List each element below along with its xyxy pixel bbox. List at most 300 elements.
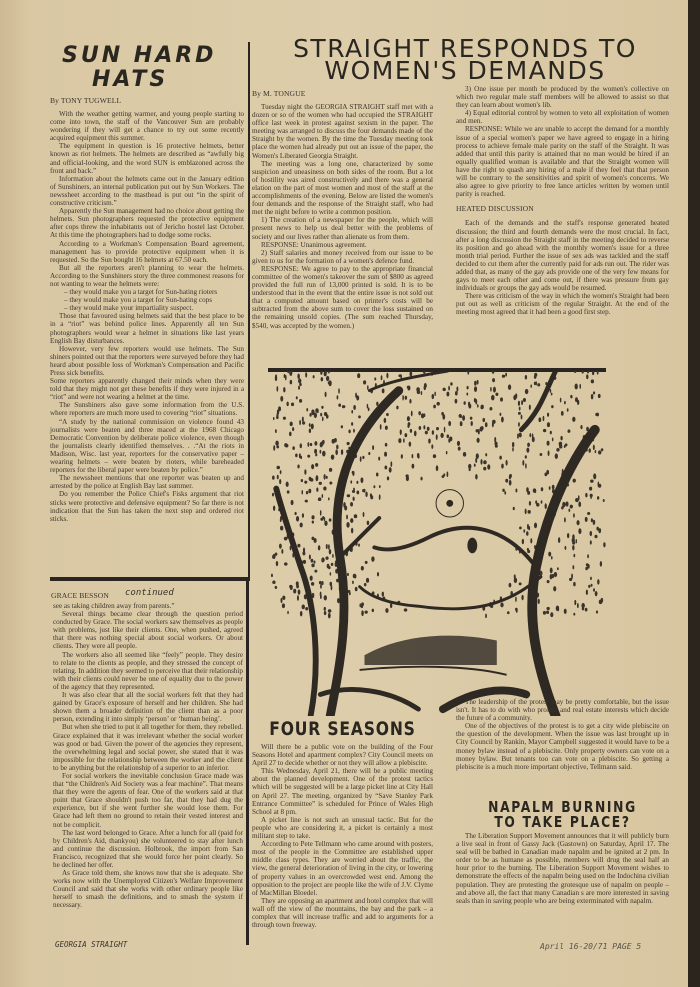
leaf-mark [316, 488, 318, 492]
leaf-mark [491, 395, 495, 400]
paragraph: But all the reporters aren't planning to wear the helmets. According to the Sunshiners story the three commonest reasons for not wanting to wear the helmets were: [50, 263, 244, 288]
leaf-mark [505, 479, 508, 483]
paragraph: The leadership of the protest may be pretty comfortable, but the issue isn't. It has to do with who profits, and real estate interests which decide the future of a community. [456, 698, 669, 723]
leaf-mark [337, 598, 340, 603]
leaf-mark [408, 422, 411, 426]
leaf-mark [284, 562, 288, 565]
leaf-mark [287, 611, 289, 614]
leaf-mark [550, 612, 553, 617]
leaf-mark [324, 595, 327, 600]
leaf-mark [302, 513, 304, 518]
leaf-mark [338, 404, 341, 407]
paragraph: Several things became clear through the question period conducted by Grace. The social workers saw themselves as people with problems, just like their clients. One, when pushed, agreed that there was nothing special about social workers. Or about clients. They were all people. [53, 610, 243, 651]
leaf-mark [573, 613, 575, 616]
leaf-mark [282, 596, 285, 600]
leaf-mark [330, 572, 332, 576]
leaf-mark [384, 418, 387, 423]
sun-headline-line1: SUN HARD [62, 43, 217, 68]
leaf-mark [537, 383, 540, 386]
straight-col2-text [456, 85, 669, 198]
napalm-body [456, 832, 669, 905]
leaf-mark [367, 521, 370, 525]
leaf-mark [553, 586, 556, 591]
leaf-mark [273, 505, 275, 510]
leaf-mark [372, 609, 374, 613]
leaf-mark [334, 438, 337, 443]
leaf-mark [446, 392, 449, 397]
leaf-mark [385, 608, 388, 613]
straight-byline: By M. TONGUE [252, 89, 306, 98]
leaf-mark [296, 516, 299, 522]
napalm-headline-line1: NAPALM BURNING [488, 798, 637, 816]
leaf-mark [306, 491, 308, 495]
leaf-mark [310, 575, 313, 580]
leaf-mark [592, 371, 594, 375]
leaf-mark [521, 400, 523, 405]
paragraph: This Wednesday, April 21, there will be a public meeting about the planned development. One of the protest tactics which will be suggested will be a large picket line at City Hall on April 27. The meeting, organized by “Save Stanley Park Entrance Committee” is scheduled for Prince of Wales High School at 8 pm. [252, 767, 433, 816]
leaf-mark [587, 512, 590, 515]
trees-illustration [268, 371, 608, 716]
paragraph: There was criticism of the way in which the women's Straight had been put out as well as criticism of the regular Straight. At the end of the meeting most agreed that it had been a good first step. [456, 292, 669, 317]
leaf-mark [328, 371, 330, 374]
leaf-mark [301, 490, 303, 495]
leaf-mark [279, 479, 281, 484]
leaf-mark [538, 599, 540, 604]
leaf-mark [295, 454, 298, 458]
leaf-mark [276, 466, 280, 470]
paragraph: RESPONSE: Unanimous agreement. [261, 240, 367, 249]
leaf-mark [277, 409, 279, 414]
leaf-mark [586, 374, 588, 379]
leaf-mark [506, 460, 508, 466]
leaf-mark [347, 442, 350, 445]
leaf-mark [372, 445, 374, 450]
leaf-mark [552, 437, 554, 441]
leaf-mark [342, 405, 346, 408]
leaf-mark [379, 494, 381, 500]
leaf-mark [570, 395, 572, 399]
leaf-mark [423, 371, 426, 373]
leaf-mark [417, 453, 420, 458]
leaf-mark [302, 551, 305, 555]
leaf-mark [283, 387, 285, 392]
paragraph: The newssheet mentions that one reporter was beaten up and arrested by the police at English Bay last summer. [50, 474, 244, 491]
leaf-mark [522, 460, 524, 465]
leaf-mark [351, 410, 353, 414]
leaf-mark [328, 381, 331, 384]
leaf-mark [431, 444, 433, 449]
leaf-mark [347, 494, 351, 497]
leaf-mark [292, 446, 295, 450]
leaf-mark [597, 496, 599, 500]
paragraph: However, very few reporters would use helmets. The Sun shiners pointed out that the reporters were surveyed before they had heard about possible loss of Workman's Compensation and Pacific Press sick benefits. [50, 344, 244, 377]
leaf-mark [500, 603, 503, 608]
paragraph: – they would make you a target for Sun-hating rioters [64, 288, 218, 297]
leaf-mark [585, 493, 587, 498]
paragraph: Information about the helmets came out in the January edition of Sunshiners, an internal publication put out by Sun Workers. The newssheet according to the masthead is put out “in the spirit of constructive criticism.” [50, 174, 244, 208]
leaf-mark [343, 502, 346, 508]
leaf-mark [377, 572, 379, 576]
leaf-mark [337, 395, 339, 399]
leaf-mark [424, 383, 427, 388]
leaf-mark [525, 389, 529, 394]
leaf-mark [364, 610, 367, 613]
leaf-mark [505, 373, 507, 377]
leaf-mark [382, 592, 384, 597]
leaf-mark [521, 415, 523, 420]
leaf-mark [316, 476, 318, 481]
leaf-mark [433, 405, 436, 409]
paragraph: Apparently the Sun management had no choice about getting the helmets. Sun photographers requested the protective equipment after cops threw the inhabitants out of Jericho hostel last October. At this time the photographers had to dodge some rocks. [50, 207, 245, 240]
leaf-mark [490, 387, 492, 392]
leaf-mark [474, 386, 477, 392]
leaf-mark [475, 474, 478, 479]
leaf-mark [529, 433, 531, 437]
leaf-mark [567, 533, 569, 538]
leaf-mark [596, 610, 598, 613]
straight-col2b-text [456, 219, 669, 316]
leaf-mark [335, 449, 338, 455]
grace-footer: GEORGIA STRAIGHT [55, 940, 128, 949]
leaf-mark [575, 384, 578, 390]
leaf-mark [367, 385, 369, 390]
leaf-mark [320, 584, 322, 589]
leaf-mark [590, 540, 592, 544]
leaf-mark [574, 600, 576, 605]
leaf-mark [546, 470, 549, 475]
paragraph: With the weather getting warmer, and young people starting to come into town, the staff of the Vancouver Sun are probably wondering if they will get a chance to try out some recently acquired equipment this summer. [50, 110, 244, 143]
leaf-mark [526, 487, 529, 492]
leaf-mark [323, 486, 326, 490]
paragraph: The last word belonged to Grace. After a lunch for all (paid for by Children's Aid, thankyou) she volunteered to stay after lunch and continue the discussion. Holbrook, the import from San Francisco, recognized that she would force her point clearly. So he declined her offer. [53, 828, 243, 869]
paragraph: “A study by the national commission on violence found 43 journalists were beaten and three maced at the 1968 Chicago Democratic Convention by deliberate police violence, even though the journalists clearly identified themselves. . .“At the riots in Madison, Wisc. last year, reporters for the conservative paper – wearing helmets – were beaten by rioters, while bareheaded reporters for the liberal paper were beaten by police.” [50, 417, 244, 475]
leaf-mark [309, 413, 311, 417]
leaf-mark [366, 578, 369, 583]
leaf-mark [476, 429, 479, 432]
leaf-mark [522, 539, 524, 544]
leaf-mark [467, 386, 469, 390]
leaf-mark [502, 489, 505, 492]
leaf-mark [287, 371, 289, 373]
leaf-mark [297, 465, 299, 469]
paragraph: 1) The creation of a newspaper for the people, which will present news to help us deal better with the problems of society and our lives rather than alienate us from them. [252, 216, 433, 241]
leaf-mark [502, 375, 505, 378]
leaf-mark [518, 422, 520, 427]
leaf-mark [291, 500, 294, 505]
leaf-mark [474, 381, 477, 386]
leaf-mark [400, 429, 402, 435]
leaf-mark [350, 502, 353, 507]
leaf-mark [328, 497, 330, 500]
leaf-mark [447, 472, 449, 477]
leaf-mark [361, 602, 364, 606]
leaf-mark [462, 415, 465, 421]
leaf-mark [423, 425, 425, 429]
leaf-mark [501, 464, 504, 469]
leaf-mark [341, 449, 343, 455]
leaf-mark [357, 373, 360, 378]
leaf-mark [433, 454, 436, 458]
leaf-mark [554, 572, 558, 577]
leaf-mark [320, 371, 322, 375]
leaf-mark [329, 518, 332, 521]
leaf-mark [420, 477, 422, 481]
leaf-mark [589, 487, 592, 491]
leaf-mark [402, 395, 404, 401]
leaf-mark [280, 396, 283, 402]
paragraph: For social workers the inevitable conclusion Grace made was that “the Children's Aid Society was a fear machine”. That means that they were the agents of fear. One of the workers said at that point that Grace shouldn't push too far, that they had dug the experience, but if she went further she would lose them. For Grace had left them no ground to retain their vested interest and not be complicit. [53, 771, 243, 829]
leaf-mark [547, 441, 550, 446]
leaf-mark [558, 537, 560, 543]
leaf-mark [379, 485, 381, 488]
leaf-mark [515, 608, 518, 611]
leaf-mark [556, 448, 559, 452]
leaf-mark [525, 375, 527, 380]
leaf-mark [314, 570, 317, 573]
paragraph: Tuesday night the GEORGIA STRAIGHT staff met with a dozen or so of the women who had occupied the STRAIGHT office last week in protest against sexism in the paper. The meeting was arranged to discuss the four demands made of the Straight by the women. By the time the Tuesday meeting took place the women had already put out an issue of the paper, the Women's Liberated Georgia Straight. [252, 103, 433, 160]
leaf-mark [381, 375, 383, 380]
leaf-mark [418, 411, 421, 415]
leaf-mark [300, 611, 303, 616]
leaf-mark [378, 457, 380, 461]
leaf-mark [309, 429, 311, 434]
leaf-mark [305, 500, 308, 503]
leaf-mark [321, 406, 323, 409]
leaf-mark [434, 392, 436, 396]
leaf-mark [302, 604, 305, 609]
leaf-mark [385, 426, 388, 430]
leaf-mark [485, 453, 487, 456]
leaf-mark [421, 391, 423, 395]
leaf-mark [348, 430, 350, 434]
leaf-mark [318, 545, 321, 550]
leaf-mark [436, 434, 438, 440]
leaf-mark [455, 399, 458, 404]
heated-discussion-subhead: HEATED DISCUSSION [456, 204, 534, 214]
leaf-mark [500, 397, 503, 401]
leaf-mark [310, 443, 313, 446]
leaf-mark [545, 503, 547, 509]
straight-article-col2 [456, 85, 669, 317]
paragraph: RESPONSE: While we are unable to accept the demand for a monthly issue of a special women's paper we have agreed to engage in a hiring process to achieve female male parity on the staff of the Straight. It was added that until this parity is attained that no man would be hired if an equally qualified woman is available and that the Straight women will have the right to quash any hiring of a male if they feel that that person will be contrary to the sensitivities and spirit of women's concerns. We also agree to give priority to free lance articles written by women until parity is reached. [456, 125, 669, 199]
leaf-mark [367, 404, 369, 409]
leaf-mark [446, 451, 448, 455]
leaf-mark [305, 607, 308, 611]
leaf-mark [551, 556, 553, 560]
leaf-mark [280, 470, 282, 474]
leaf-mark [371, 556, 374, 561]
leaf-mark [475, 399, 477, 405]
leaf-mark [543, 429, 546, 432]
leaf-mark [555, 453, 558, 458]
leaf-mark [368, 407, 370, 411]
leaf-mark [578, 528, 581, 534]
leaf-mark [328, 613, 331, 619]
column-rule [248, 42, 250, 578]
sun-byline: By TONY TUGWELL [50, 96, 122, 105]
leaf-mark [282, 603, 285, 608]
leaf-mark [436, 427, 439, 430]
leaf-mark [421, 413, 424, 418]
leaf-mark [324, 412, 327, 416]
leaf-mark [396, 406, 398, 410]
leaf-mark [578, 501, 581, 507]
leaf-mark [463, 452, 466, 457]
leaf-mark [603, 542, 605, 547]
leaf-mark [276, 445, 279, 448]
leaf-mark [319, 482, 322, 485]
leaf-mark [272, 493, 274, 497]
leaf-mark [297, 544, 300, 548]
leaf-mark [534, 373, 537, 377]
paragraph: Do you remember the Police Chief's Fisks argument that riot sticks were protective and defensive equipment? So far there is not indication that the Sun has taken the next step and ordered riot sticks. [50, 490, 244, 523]
leaf-mark [528, 526, 530, 530]
leaf-mark [475, 458, 477, 463]
leaf-mark [304, 469, 306, 474]
leaf-mark [302, 417, 304, 422]
leaf-mark [512, 442, 514, 447]
leaf-mark [325, 392, 327, 397]
leaf-mark [300, 523, 303, 528]
leaf-mark [324, 517, 326, 522]
leaf-mark [311, 537, 314, 541]
leaf-mark [517, 433, 519, 438]
leaf-mark [538, 417, 541, 422]
leaf-mark [410, 429, 412, 433]
leaf-mark [386, 373, 388, 378]
leaf-mark [405, 396, 408, 400]
leaf-mark [589, 448, 591, 452]
leaf-mark [593, 391, 595, 394]
leaf-mark [284, 537, 288, 541]
leaf-mark [304, 481, 307, 484]
leaf-mark [543, 416, 545, 421]
leaf-mark [407, 416, 410, 421]
leaf-mark [548, 450, 550, 456]
leaf-mark [338, 388, 340, 393]
leaf-mark [275, 586, 278, 589]
leaf-mark [585, 608, 588, 612]
paragraph: Each of the demands and the staff's response generated heated discussion; the third and fourth demands were the most crucial. In fact, after a long discussion the Straight staff in the meeting decided to reverse its position and go ahead with the monthly women's issue for a three month trial period. Further the issue of sex ads was tackled and the staff decided to cut them after the currently paid for ads run out. The rider was added that, as many of the gay ads provide one of the very few means for gays to meet each other and come out, if there was pressure from gay individuals or groups the gay ads would be resumed. [456, 219, 669, 293]
leaf-mark [428, 438, 431, 443]
leaf-mark [594, 535, 597, 539]
leaf-mark [352, 581, 354, 584]
leaf-mark [534, 523, 537, 529]
leaf-mark [315, 463, 318, 467]
paragraph: 3) One issue per month be produced by the women's collective on which two regular male staff members will be allowed to assist so that they can learn about women's lib. [456, 85, 669, 110]
leaf-mark [382, 388, 385, 393]
leaf-mark [352, 490, 355, 493]
leaf-mark [322, 440, 324, 444]
leaf-mark [406, 476, 409, 481]
leaf-mark [299, 399, 302, 403]
leaf-mark [444, 427, 446, 433]
leaf-mark [350, 518, 353, 523]
leaf-mark [301, 479, 303, 482]
leaf-mark [302, 421, 305, 424]
leaf-mark [325, 556, 328, 560]
leaf-mark [567, 408, 569, 412]
leaf-mark [499, 456, 502, 460]
leaf-mark [530, 538, 532, 543]
leaf-mark [320, 510, 322, 515]
sun-flower-icon [436, 490, 463, 517]
leaf-mark [562, 502, 565, 508]
leaf-mark [370, 493, 372, 497]
leaf-mark [492, 371, 495, 374]
leaf-mark [313, 375, 315, 378]
straight-article-col1 [252, 103, 433, 330]
leaf-mark [425, 431, 428, 435]
leaf-mark [407, 386, 411, 389]
leaf-mark [487, 464, 490, 469]
leaf-mark [581, 371, 583, 374]
leaf-mark [443, 473, 445, 476]
leaf-mark [318, 497, 322, 501]
leaf-mark [527, 443, 530, 447]
leaf-mark [403, 438, 405, 442]
leaf-mark [362, 456, 364, 459]
leaf-mark [550, 389, 552, 393]
leaf-mark [322, 494, 324, 498]
leaf-mark [311, 563, 314, 567]
paragraph: The Sunshiners also gave some information from the U.S. where reporters are much more used to covering “riot” situations. [50, 401, 244, 418]
leaf-mark [322, 417, 324, 422]
leaf-mark [593, 473, 596, 479]
leaf-mark [311, 464, 314, 469]
leaf-mark [467, 371, 469, 375]
leaf-mark [275, 376, 277, 381]
leaf-mark [390, 461, 392, 466]
leaf-mark [560, 398, 562, 403]
leaf-mark [320, 442, 323, 447]
leaf-mark [298, 589, 301, 594]
leaf-mark [287, 490, 290, 493]
leaf-mark [529, 405, 531, 410]
leaf-mark [480, 459, 482, 465]
leaf-mark [492, 378, 495, 382]
leaf-mark [320, 413, 322, 417]
leaf-mark [290, 422, 293, 427]
leaf-mark [273, 445, 275, 450]
leaf-mark [275, 553, 278, 556]
leaf-mark [350, 480, 352, 483]
leaf-mark [271, 574, 273, 578]
straight-headline-line2: WOMEN'S DEMANDS [324, 56, 606, 85]
leaf-mark [286, 402, 288, 407]
leaf-mark [541, 487, 544, 491]
page-edge [688, 0, 700, 987]
leaf-mark [273, 417, 275, 420]
paragraph: Those that favoured using helmets said that the best place to be in a “riot” was behind police lines. Apparently all ten Sun photographers would wear a helmet in situations like last years English Bay disturbances. [50, 312, 244, 345]
leaf-mark [591, 518, 593, 522]
leaf-mark [477, 438, 480, 443]
leaf-mark [326, 544, 328, 549]
four-seasons-headline: FOUR SEASONS [269, 718, 416, 740]
leaf-mark [286, 482, 289, 487]
page-footer-date: April 16-20/71 PAGE 5 [540, 942, 642, 951]
leaf-mark [573, 582, 576, 587]
leaf-mark [314, 449, 317, 454]
leaf-mark [285, 444, 289, 448]
leaf-mark [384, 452, 387, 457]
leaf-mark [546, 607, 549, 610]
paragraph: They are opposing an apartment and hotel complex that will wall off the view of the mountains, the bay and the park – a complex that will increase traffic and add to arguments for a through town freeway. [252, 896, 433, 930]
leaf-mark [597, 579, 599, 584]
leaf-mark [306, 408, 308, 412]
leaf-mark [512, 447, 514, 451]
leaf-mark [280, 518, 282, 522]
